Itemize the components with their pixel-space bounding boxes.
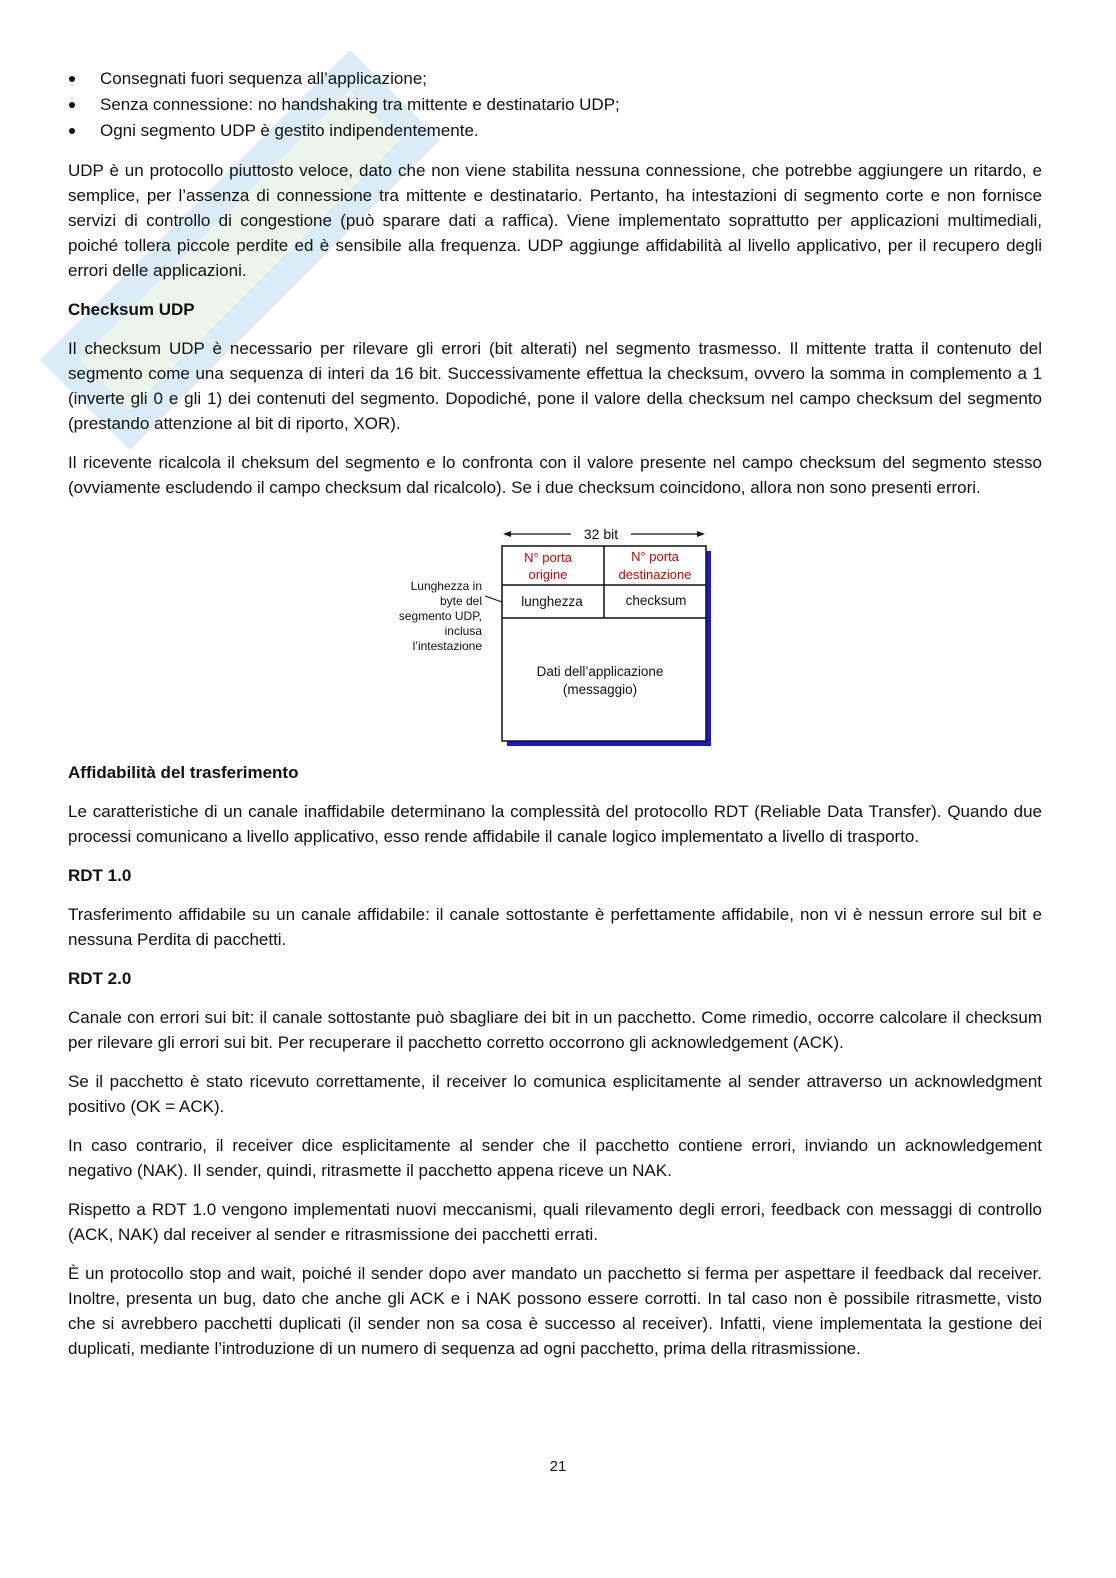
side-note-line: inclusa: [444, 624, 482, 638]
bullet-icon: [69, 76, 75, 82]
list-item: Senza connessione: no handshaking tra mittente e destinatario UDP;: [68, 92, 1042, 118]
rdt20-paragraph: Canale con errori sui bit: il canale sottostante può sbagliare dei bit in un pacchetto. Come rimedio, occorre calcolare il checksum per rilevare gli errori sui bit. Per recuperare il pacchetto corretto occorrono gli acknowledgement (ACK).: [68, 1008, 1042, 1052]
rdt10-paragraph: Trasferimento affidabile su un canale affidabile: il canale sottostante è perfettamente affidabile, non vi è nessun errore sul bit e nessuna Perdita di pacchetti.: [68, 905, 1042, 949]
feature-list: [68, 66, 1042, 144]
checksum-paragraph: Il checksum UDP è necessario per rilevare gli errori (bit alterati) nel segmento trasmesso. Il mittente tratta il contenuto del segmento come una sequenza di interi da 16 bit. Successivamente effettua la checksum, ovvero la somma in complemento a 1 (inverte gli 0 e gli 1) dei contenuti del segmento. Dopodiché, pone il valore della checksum nel campo checksum del segmento (prestando attenzione al bit di riporto, XOR).: [68, 339, 1042, 433]
bullet-icon: [69, 128, 75, 134]
list-item: Consegnati fuori sequenza all’applicazione;: [68, 66, 1042, 92]
reliability-heading: Affidabilità del trasferimento: [68, 763, 299, 782]
rdt20-paragraph: Rispetto a RDT 1.0 vengono implementati nuovi meccanismi, quali rilevamento degli errori, feedback con messaggi di controllo (ACK, NAK) dal receiver al sender e ritrasmissione dei pacchetti errati.: [68, 1200, 1042, 1244]
checksum-paragraph: Il ricevente ricalcola il cheksum del segmento e lo confronta con il valore presente nel campo checksum del segmento stesso (ovviamente escludendo il campo checksum dal ricalcolo). Se i due checksum coincidono, allora non sono presenti errori.: [68, 453, 1042, 497]
dest-port-label: N° porta: [631, 549, 679, 564]
rdt10-heading: RDT 1.0: [68, 866, 132, 885]
checksum-field: checksum: [625, 593, 687, 608]
list-item: Ogni segmento UDP è gestito indipendentemente.: [68, 118, 1042, 144]
rdt20-paragraph: In caso contrario, il receiver dice esplicitamente al sender che il pacchetto contiene errori, inviando un acknowledgement negativo (NAK). Il sender, quindi, ritrasmette il pacchetto appena riceve un NAK.: [68, 1136, 1042, 1180]
arrow-right-icon: [697, 531, 705, 537]
arrow-left-icon: [503, 531, 511, 537]
data-field: Dati dell’applicazione: [536, 664, 664, 679]
side-note-line: segmento UDP,: [398, 609, 482, 623]
source-port-label: origine: [528, 567, 568, 582]
width-label: 32 bit: [583, 526, 619, 542]
checksum-heading: Checksum UDP: [68, 300, 195, 319]
data-field: (messaggio): [562, 682, 638, 697]
source-port-label: N° porta: [524, 550, 572, 565]
reliability-paragraph: Le caratteristiche di un canale inaffidabile determinano la complessità del protocollo RDT (Reliable Data Transfer). Quando due processi comunicano a livello applicativo, esso rende affidabile il canale logico implementato a livello di trasporto.: [68, 802, 1042, 846]
side-note-line: l’intestazione: [412, 639, 482, 653]
udp-segment-diagram: [68, 514, 1042, 750]
length-field: lunghezza: [521, 594, 583, 609]
side-note-pointer: [485, 596, 502, 602]
bullet-icon: [69, 102, 75, 108]
udp-segment-svg: [68, 514, 1042, 750]
document-page: [68, 66, 1042, 1375]
rdt20-heading: RDT 2.0: [68, 969, 132, 988]
side-note-line: byte del: [439, 594, 482, 608]
page-number: 21: [549, 1458, 567, 1475]
side-note-line: Lunghezza in: [410, 579, 482, 593]
rdt20-paragraph: Se il pacchetto è stato ricevuto correttamente, il receiver lo comunica esplicitamente al sender attraverso un acknowledgment positivo (OK = ACK).: [68, 1072, 1042, 1116]
rdt20-paragraph: È un protocollo stop and wait, poiché il sender dopo aver mandato un pacchetto si ferma per aspettare il feedback dal receiver. Inoltre, presenta un bug, dato che anche gli ACK e i NAK possono essere corrotti. In tal caso non è possibile ritrasmette, visto che si avrebbero pacchetti duplicati (il sender non sa cosa è successo al receiver). Infatti, viene implementata la gestione dei duplicati, mediante l’introduzione di un numero di sequenza ad ogni pacchetto, prima della ritrasmissione.: [68, 1264, 1042, 1358]
udp-intro-paragraph: UDP è un protocollo piuttosto veloce, dato che non viene stabilita nessuna connessione, che potrebbe aggiungere un ritardo, e semplice, per l’assenza di connessione tra mittente e destinatario. Pertanto, ha intestazioni di segmento corte e non fornisce servizi di controllo di congestione (può sparare dati a raffica). Viene implementato soprattutto per applicazioni multimediali, poiché tollera piccole perdite ed è sensibile alla frequenza. UDP aggiunge affidabilità al livello applicativo, per il recupero degli errori delle applicazioni.: [68, 161, 1042, 280]
dest-port-label: destinazione: [618, 567, 692, 582]
